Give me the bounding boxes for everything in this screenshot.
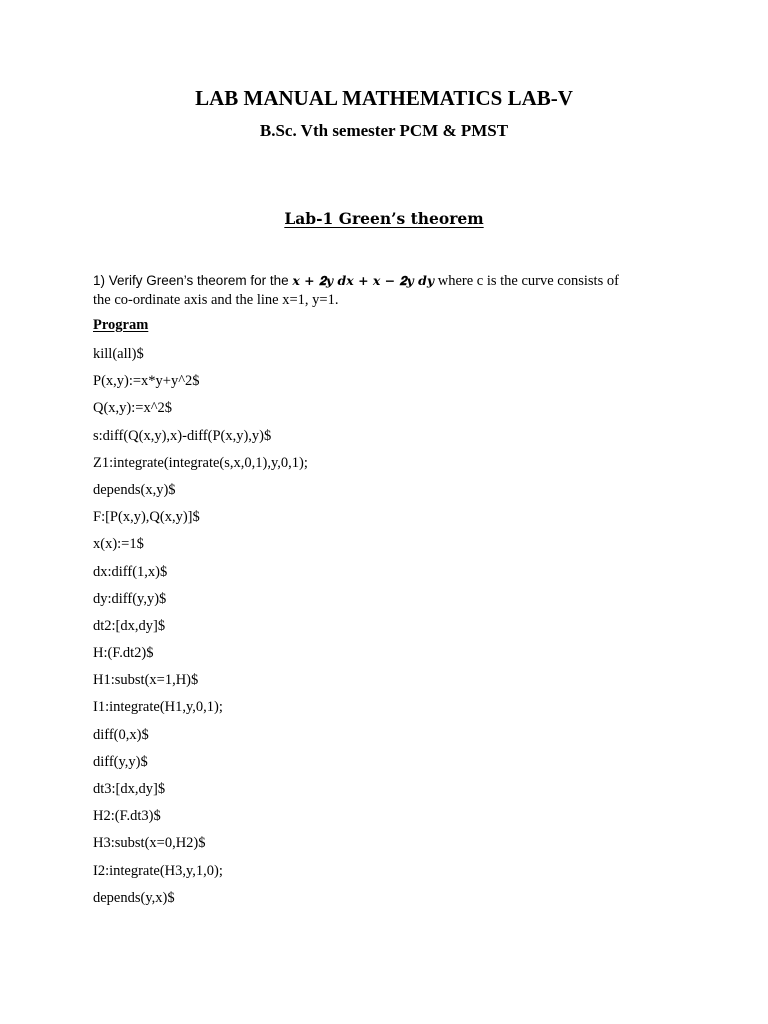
program-code-list <box>93 344 308 915</box>
code-line: kill(all)$ <box>93 346 144 362</box>
code-line: Z1:integrate(integrate(s,x,0,1),y,0,1); <box>93 454 308 471</box>
code-line: P(x,y):=x*y+y^2$ <box>93 373 200 390</box>
code-line: diff(0,x)$ <box>93 726 149 743</box>
code-line: Q(x,y):=x^2$ <box>93 400 173 417</box>
question-tail-text: where c is the curve consists of <box>434 273 619 289</box>
code-line: dt2:[dx,dy]$ <box>93 617 166 634</box>
code-line: H:(F.dt2)$ <box>93 645 154 662</box>
question-lead-text: 1) Verify Green’s theorem for the <box>93 273 293 288</box>
code-line: H3:subst(x=0,H2)$ <box>93 835 206 852</box>
question-line-2: the co-ordinate axis and the line x=1, y=1. <box>93 292 339 308</box>
code-line: F:[P(x,y),Q(x,y)]$ <box>93 509 200 526</box>
code-line: dt3:[dx,dy]$ <box>93 781 166 797</box>
question-line-1 <box>93 271 693 291</box>
code-line: depends(x,y)$ <box>93 481 176 498</box>
lab-heading <box>0 209 768 228</box>
code-line: depends(y,x)$ <box>93 889 175 906</box>
question-paragraph <box>93 271 693 310</box>
code-line: H1:subst(x=1,H)$ <box>93 672 199 689</box>
code-line: dy:diff(y,y)$ <box>93 590 167 607</box>
lab-heading-text: Lab-1 Green’s theorem <box>284 209 484 228</box>
code-line: I2:integrate(H3,y,1,0); <box>93 862 223 879</box>
code-line: x(x):=1$ <box>93 536 144 553</box>
question-math-expression: 𝒙 + 𝟐𝒚 𝒅𝒙 + 𝒙 − 𝟐𝒚 𝒅𝒚 <box>292 273 435 288</box>
code-line: H2:(F.dt3)$ <box>93 808 161 825</box>
document-title: LAB MANUAL MATHEMATICS LAB-V <box>195 86 573 110</box>
document-subtitle: B.Sc. Vth semester PCM & PMST <box>259 121 509 140</box>
code-line: I1:integrate(H1,y,0,1); <box>93 699 223 716</box>
code-line: s:diff(Q(x,y),x)-diff(P(x,y),y)$ <box>93 427 272 444</box>
code-line: diff(y,y)$ <box>93 753 148 770</box>
program-label: Program <box>93 317 149 333</box>
code-line: dx:diff(1,x)$ <box>93 563 168 580</box>
